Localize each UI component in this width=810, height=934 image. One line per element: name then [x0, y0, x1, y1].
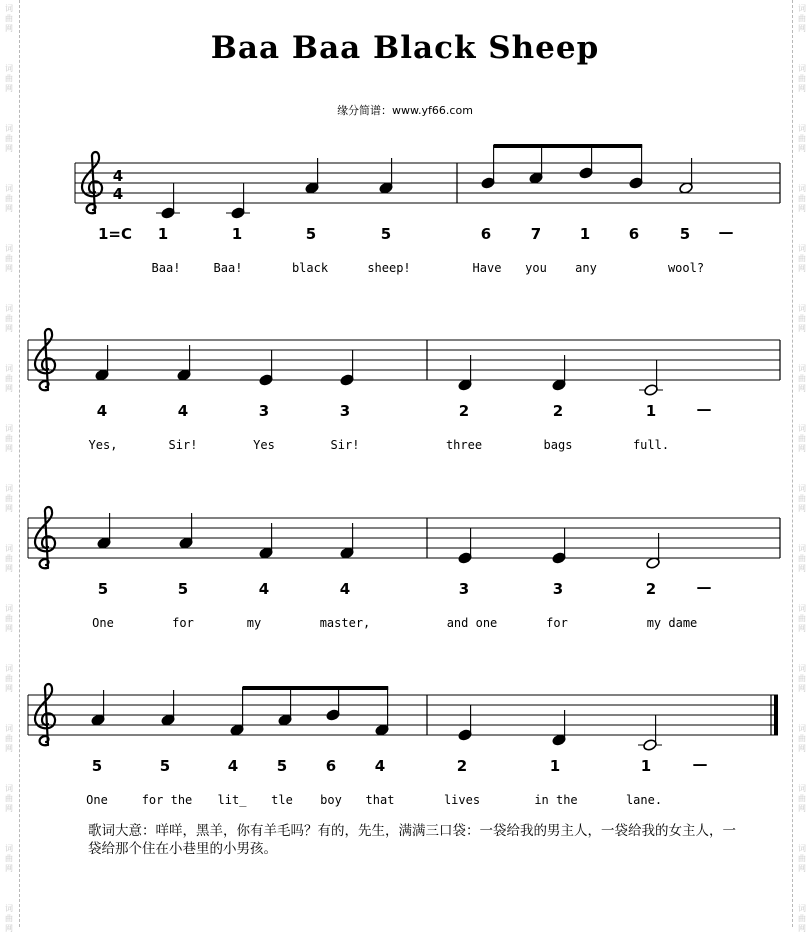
- jianpu-number: 4: [177, 402, 189, 420]
- staff-system-2: [28, 329, 780, 396]
- lyric-word: for: [172, 616, 194, 630]
- jianpu-number: 7: [530, 225, 542, 243]
- lyric-word: you: [525, 261, 547, 275]
- watermark-mark: 词 曲 网: [5, 244, 13, 273]
- jianpu-number: 5: [159, 757, 171, 775]
- jianpu-number: 1: [579, 225, 591, 243]
- jianpu-number: 4: [374, 757, 386, 775]
- lyric-word: bags: [543, 438, 573, 452]
- jianpu-number: 3: [258, 402, 270, 420]
- lyric-word: lit_: [217, 793, 247, 807]
- lyric-word: Baa!: [213, 261, 243, 275]
- sustain-dash: —: [696, 400, 712, 418]
- jianpu-number: 4: [339, 580, 351, 598]
- jianpu-number: 2: [645, 580, 657, 598]
- jianpu-number: 5: [177, 580, 189, 598]
- jianpu-number: 2: [456, 757, 468, 775]
- key-signature: 1=C: [97, 225, 133, 243]
- jianpu-number: 6: [325, 757, 337, 775]
- lyric-word: black: [291, 261, 329, 275]
- jianpu-number: 4: [227, 757, 239, 775]
- final-barline-thick: [774, 695, 778, 735]
- watermark-mark: 词 曲 网: [5, 664, 13, 693]
- lyric-word: for the: [141, 793, 193, 807]
- note-beam: [243, 686, 389, 690]
- lyric-word: sheep!: [367, 261, 411, 275]
- jianpu-number: 3: [339, 402, 351, 420]
- lyric-word: Sir!: [168, 438, 198, 452]
- watermark-mark: 词 曲 网: [5, 304, 13, 333]
- watermark-mark: 词 曲 网: [5, 544, 13, 573]
- time-signature-bottom: 4: [112, 185, 124, 203]
- lyric-word: for: [546, 616, 568, 630]
- lyric-word: tle: [271, 793, 293, 807]
- watermark-mark: 词 曲 网: [5, 424, 13, 453]
- lyric-word: and one: [446, 616, 498, 630]
- jianpu-number: 5: [97, 580, 109, 598]
- jianpu-number: 6: [628, 225, 640, 243]
- watermark-mark: 词 曲 网: [798, 64, 806, 93]
- lyric-word: One: [92, 616, 114, 630]
- lyric-word: my: [246, 616, 262, 630]
- jianpu-number: 6: [480, 225, 492, 243]
- sustain-dash: —: [692, 755, 708, 773]
- watermark-mark: 词 曲 网: [5, 604, 13, 633]
- watermark-mark: 词 曲 网: [798, 424, 806, 453]
- watermark-mark: 词 曲 网: [798, 364, 806, 393]
- lyric-word: my dame: [646, 616, 698, 630]
- lyric-word: any: [575, 261, 597, 275]
- watermark-mark: 词 曲 网: [5, 904, 13, 933]
- jianpu-number: 1: [157, 225, 169, 243]
- watermark-mark: 词 曲 网: [798, 124, 806, 153]
- lyrics-translation: 歌词大意：咩咩，黑羊，你有羊毛吗？有的，先生，满满三口袋：一袋给我的男主人，一袋给我的女主人，一袋给那个住在小巷里的小男孩。: [88, 823, 736, 857]
- sustain-dash: —: [696, 578, 712, 596]
- jianpu-number: 4: [96, 402, 108, 420]
- watermark-mark: 词 曲 网: [5, 844, 13, 873]
- watermark-mark: 词 曲 网: [5, 724, 13, 753]
- jianpu-number: 5: [91, 757, 103, 775]
- jianpu-number: 1: [640, 757, 652, 775]
- jianpu-number: 3: [552, 580, 564, 598]
- watermark-mark: 词 曲 网: [5, 64, 13, 93]
- lyric-word: lives: [443, 793, 481, 807]
- watermark-mark: 词 曲 网: [5, 784, 13, 813]
- staff-system-1: [75, 144, 780, 219]
- jianpu-number: 1: [645, 402, 657, 420]
- lyric-word: Have: [472, 261, 502, 275]
- lyric-word: Yes: [253, 438, 275, 452]
- watermark-mark: 词 曲 网: [5, 184, 13, 213]
- lyric-word: wool?: [667, 261, 705, 275]
- jianpu-number: 2: [552, 402, 564, 420]
- watermark-mark: 词 曲 网: [798, 484, 806, 513]
- lyric-word: One: [86, 793, 108, 807]
- lyric-word: master,: [319, 616, 371, 630]
- jianpu-number: 5: [276, 757, 288, 775]
- jianpu-number: 3: [458, 580, 470, 598]
- watermark-mark: 词 曲 网: [798, 844, 806, 873]
- watermark-mark: 词 曲 网: [798, 184, 806, 213]
- lyric-word: in the: [534, 793, 578, 807]
- lyric-word: three: [445, 438, 483, 452]
- watermark-mark: 词 曲 网: [798, 604, 806, 633]
- watermark-mark: 词 曲 网: [798, 664, 806, 693]
- lyric-word: Yes,: [88, 438, 118, 452]
- watermark-mark: 词 曲 网: [798, 4, 806, 33]
- watermark-mark: 词 曲 网: [798, 784, 806, 813]
- lyric-word: Baa!: [151, 261, 181, 275]
- jianpu-number: 2: [458, 402, 470, 420]
- watermark-mark: 词 曲 网: [798, 304, 806, 333]
- watermark-mark: 词 曲 网: [798, 724, 806, 753]
- watermark-mark: 词 曲 网: [5, 124, 13, 153]
- watermark-mark: 词 曲 网: [5, 484, 13, 513]
- watermark-mark: 词 曲 网: [798, 904, 806, 933]
- jianpu-number: 1: [549, 757, 561, 775]
- jianpu-number: 5: [380, 225, 392, 243]
- source-credit: 缘分简谱：www.yf66.com: [337, 104, 473, 117]
- jianpu-number: 5: [305, 225, 317, 243]
- watermark-mark: 词 曲 网: [5, 4, 13, 33]
- sustain-dash: —: [718, 223, 734, 241]
- lyric-word: boy: [320, 793, 342, 807]
- jianpu-number: 5: [679, 225, 691, 243]
- watermark-mark: 词 曲 网: [798, 244, 806, 273]
- lyric-word: full.: [632, 438, 670, 452]
- staff-system-3: [28, 507, 780, 569]
- jianpu-number: 1: [231, 225, 243, 243]
- lyric-word: Sir!: [330, 438, 360, 452]
- lyric-word: lane.: [625, 793, 663, 807]
- jianpu-number: 4: [258, 580, 270, 598]
- note-beam: [494, 144, 643, 148]
- time-signature-top: 4: [112, 167, 124, 185]
- watermark-mark: 词 曲 网: [798, 544, 806, 573]
- watermark-mark: 词 曲 网: [5, 364, 13, 393]
- lyric-word: that: [365, 793, 395, 807]
- song-title: Baa Baa Black Sheep: [210, 30, 600, 66]
- staff-system-4: [28, 684, 778, 751]
